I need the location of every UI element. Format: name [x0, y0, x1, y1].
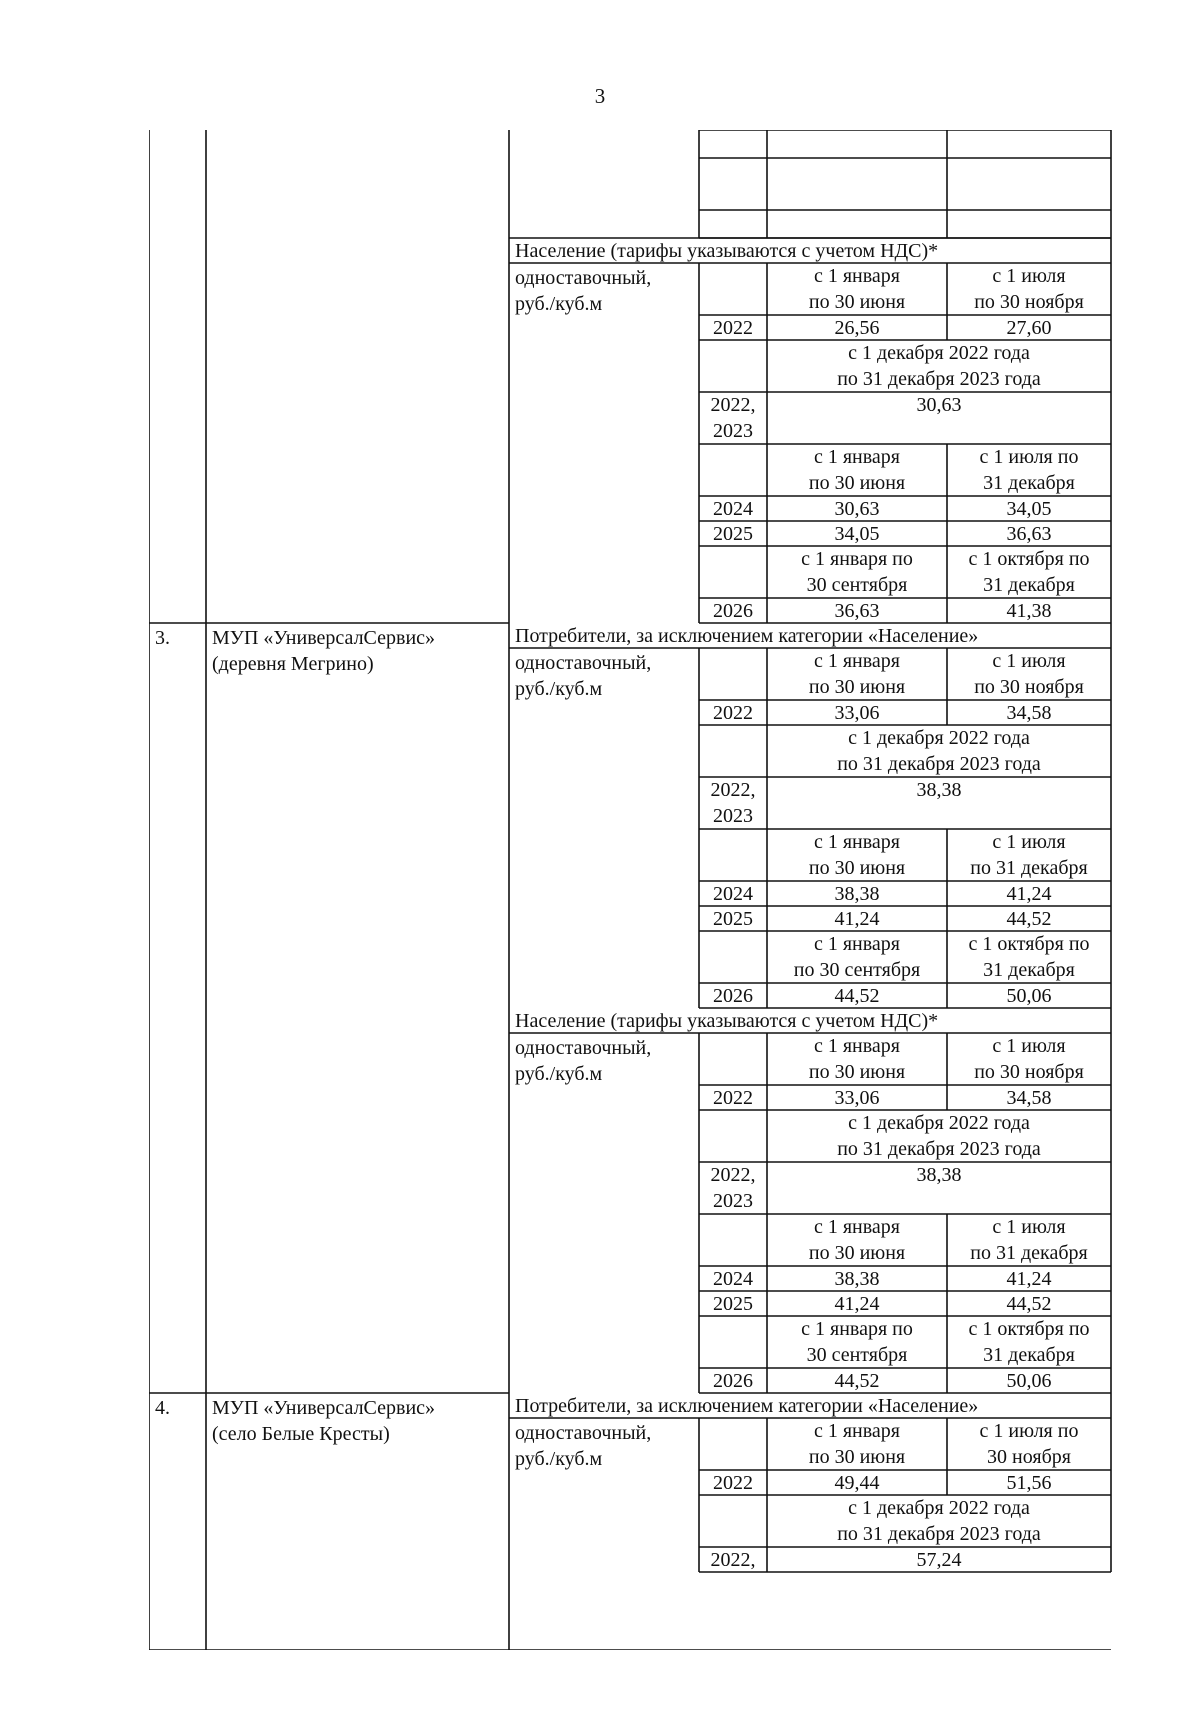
top-pop-2022-value-2: 27,60 — [1006, 316, 1052, 339]
top-pop-2024-value-1: 30,63 — [834, 497, 880, 520]
belye-cons-2022-2023-value: 57,24 — [916, 1549, 962, 1571]
row-number-4: 4. — [155, 1397, 170, 1419]
organization-megrino: МУП «УниверсалСервис» (деревня Мегрино) — [212, 627, 436, 675]
top-2026-value-1 — [767, 210, 947, 238]
megrino-cons-2022-2023-year: 2022, 2023 — [710, 779, 756, 827]
belye-cons-2022-value-2: 51,56 — [1006, 1471, 1052, 1494]
megrino-cons-2022-value-1: 33,06 — [834, 701, 880, 724]
top-pop-2022-2023-value: 30,63 — [916, 394, 962, 416]
megrino-cons-periods-1-period-2: с 1 июля по 30 ноября — [974, 650, 1084, 698]
megrino-pop-2022-value-1: 33,06 — [834, 1086, 880, 1109]
top-pop-dec-period: с 1 декабря 2022 года по 31 декабря 2023 года — [837, 342, 1041, 390]
belye-cons-tariff-type: одноставочный, руб./куб.м — [515, 1422, 652, 1470]
megrino-cons-periods-2-period-2: с 1 июля по 31 декабря — [970, 831, 1088, 879]
megrino-pop-2026-value-2: 50,06 — [1006, 1369, 1052, 1392]
top-pop-2024-year: 2024 — [713, 497, 753, 520]
belye-cons-2022-year: 2022 — [713, 1471, 753, 1494]
megrino-pop-2026-year: 2026 — [713, 1369, 753, 1392]
megrino-pop-2022-value-2: 34,58 — [1006, 1086, 1052, 1109]
top-pop-2022-year: 2022 — [713, 316, 753, 339]
belye-kresty-consumers-label: Потребители, за исключением категории «Население» — [515, 1394, 979, 1417]
organization-belye-kresty: МУП «УниверсалСервис» (село Белые Кресты) — [212, 1397, 436, 1445]
page-number: 3 — [594, 84, 606, 108]
tariff-table — [149, 130, 1113, 1650]
belye-cons-dec-period: с 1 декабря 2022 года по 31 декабря 2023 года — [837, 1497, 1041, 1545]
megrino-cons-periods-2-period-1: с 1 января по 30 июня — [808, 831, 906, 879]
top-periods-a-period-2 — [947, 158, 1111, 210]
belye-cons-periods-1-period-1: с 1 января по 30 июня — [808, 1420, 906, 1468]
megrino-pop-tariff-type: одноставочный, руб./куб.м — [515, 1037, 652, 1085]
top-pop-2025-year: 2025 — [713, 522, 753, 545]
top-2025-value-1 — [767, 130, 947, 158]
top-population-label: Население (тарифы указываются с учетом НДС)* — [515, 239, 939, 262]
megrino-pop-2022-2023-year: 2022, 2023 — [710, 1164, 756, 1212]
top-pop-2025-value-2: 36,63 — [1006, 522, 1052, 545]
megrino-cons-2025-year: 2025 — [713, 907, 753, 930]
megrino-pop-periods-1-period-1: с 1 января по 30 июня — [808, 1035, 906, 1083]
megrino-pop-dec-period: с 1 декабря 2022 года по 31 декабря 2023 года — [837, 1112, 1041, 1160]
top-pop-2026-value-1: 36,63 — [834, 599, 880, 622]
top-pop-2026-year: 2026 — [713, 599, 753, 622]
megrino-cons-2026-value-1: 44,52 — [834, 984, 880, 1007]
top-pop-2022-2023-year: 2022, 2023 — [710, 394, 756, 442]
top-2025-year — [699, 130, 767, 158]
megrino-cons-dec-period: с 1 декабря 2022 года по 31 декабря 2023 года — [837, 727, 1041, 775]
megrino-population-label: Население (тарифы указываются с учетом НДС)* — [515, 1009, 939, 1032]
top-pop-2025-value-1: 34,05 — [834, 522, 880, 545]
top-pop-periods-3-period-1: с 1 января по 30 сентября — [801, 548, 913, 596]
top-pop-tariff-type: одноставочный, руб./куб.м — [515, 267, 652, 315]
megrino-cons-periods-1-period-1: с 1 января по 30 июня — [808, 650, 906, 698]
megrino-cons-2025-value-1: 41,24 — [834, 907, 880, 930]
top-2026-value-2 — [947, 210, 1111, 238]
top-2026-year — [699, 210, 767, 238]
megrino-cons-2026-value-2: 50,06 — [1006, 984, 1052, 1007]
belye-cons-2022-2023-year: 2022, — [710, 1549, 756, 1571]
megrino-pop-2024-value-2: 41,24 — [1006, 1267, 1052, 1290]
megrino-pop-2022-year: 2022 — [713, 1086, 753, 1109]
top-pop-periods-2-period-2: с 1 июля по 31 декабря — [979, 446, 1079, 494]
belye-cons-2022-value-1: 49,44 — [834, 1471, 880, 1494]
megrino-pop-2024-year: 2024 — [713, 1267, 753, 1290]
megrino-pop-2024-value-1: 38,38 — [834, 1267, 880, 1290]
row-number-3: 3. — [155, 627, 170, 649]
megrino-cons-periods-3-period-1: с 1 января по 30 сентября — [793, 933, 921, 981]
top-pop-periods-3-period-2: с 1 октября по 31 декабря — [968, 548, 1090, 596]
megrino-pop-2025-year: 2025 — [713, 1292, 753, 1315]
megrino-cons-tariff-type: одноставочный, руб./куб.м — [515, 652, 652, 700]
megrino-pop-2025-value-1: 41,24 — [834, 1292, 880, 1315]
megrino-pop-periods-2-period-1: с 1 января по 30 июня — [808, 1216, 906, 1264]
megrino-pop-periods-3-period-1: с 1 января по 30 сентября — [801, 1318, 913, 1366]
top-pop-2024-value-2: 34,05 — [1006, 497, 1052, 520]
megrino-pop-2025-value-2: 44,52 — [1006, 1292, 1052, 1315]
top-pop-periods-1-period-2: с 1 июля по 30 ноября — [974, 265, 1084, 313]
megrino-cons-2022-value-2: 34,58 — [1006, 701, 1052, 724]
megrino-cons-2022-year: 2022 — [713, 701, 753, 724]
top-periods-a-period-1 — [767, 158, 947, 210]
megrino-pop-2026-value-1: 44,52 — [834, 1369, 880, 1392]
top-pop-periods-1-period-1: с 1 января по 30 июня — [808, 265, 906, 313]
belye-cons-periods-1-period-2: с 1 июля по 30 ноября — [979, 1420, 1079, 1468]
megrino-cons-2022-2023-value: 38,38 — [916, 779, 962, 801]
top-2025-value-2 — [947, 130, 1111, 158]
megrino-cons-periods-3-period-2: с 1 октября по 31 декабря — [968, 933, 1090, 981]
megrino-cons-2026-year: 2026 — [713, 984, 753, 1007]
megrino-cons-2025-value-2: 44,52 — [1006, 907, 1052, 930]
top-pop-2022-value-1: 26,56 — [834, 316, 880, 339]
top-pop-periods-2-period-1: с 1 января по 30 июня — [808, 446, 906, 494]
top-pop-2026-value-2: 41,38 — [1006, 599, 1052, 622]
megrino-pop-periods-1-period-2: с 1 июля по 30 ноября — [974, 1035, 1084, 1083]
megrino-consumers-label: Потребители, за исключением категории «Население» — [515, 624, 979, 647]
megrino-pop-periods-3-period-2: с 1 октября по 31 декабря — [968, 1318, 1090, 1366]
megrino-cons-2024-value-1: 38,38 — [834, 882, 880, 905]
megrino-cons-2024-value-2: 41,24 — [1006, 882, 1052, 905]
megrino-pop-periods-2-period-2: с 1 июля по 31 декабря — [970, 1216, 1088, 1264]
megrino-cons-2024-year: 2024 — [713, 882, 753, 905]
megrino-pop-2022-2023-value: 38,38 — [916, 1164, 962, 1186]
